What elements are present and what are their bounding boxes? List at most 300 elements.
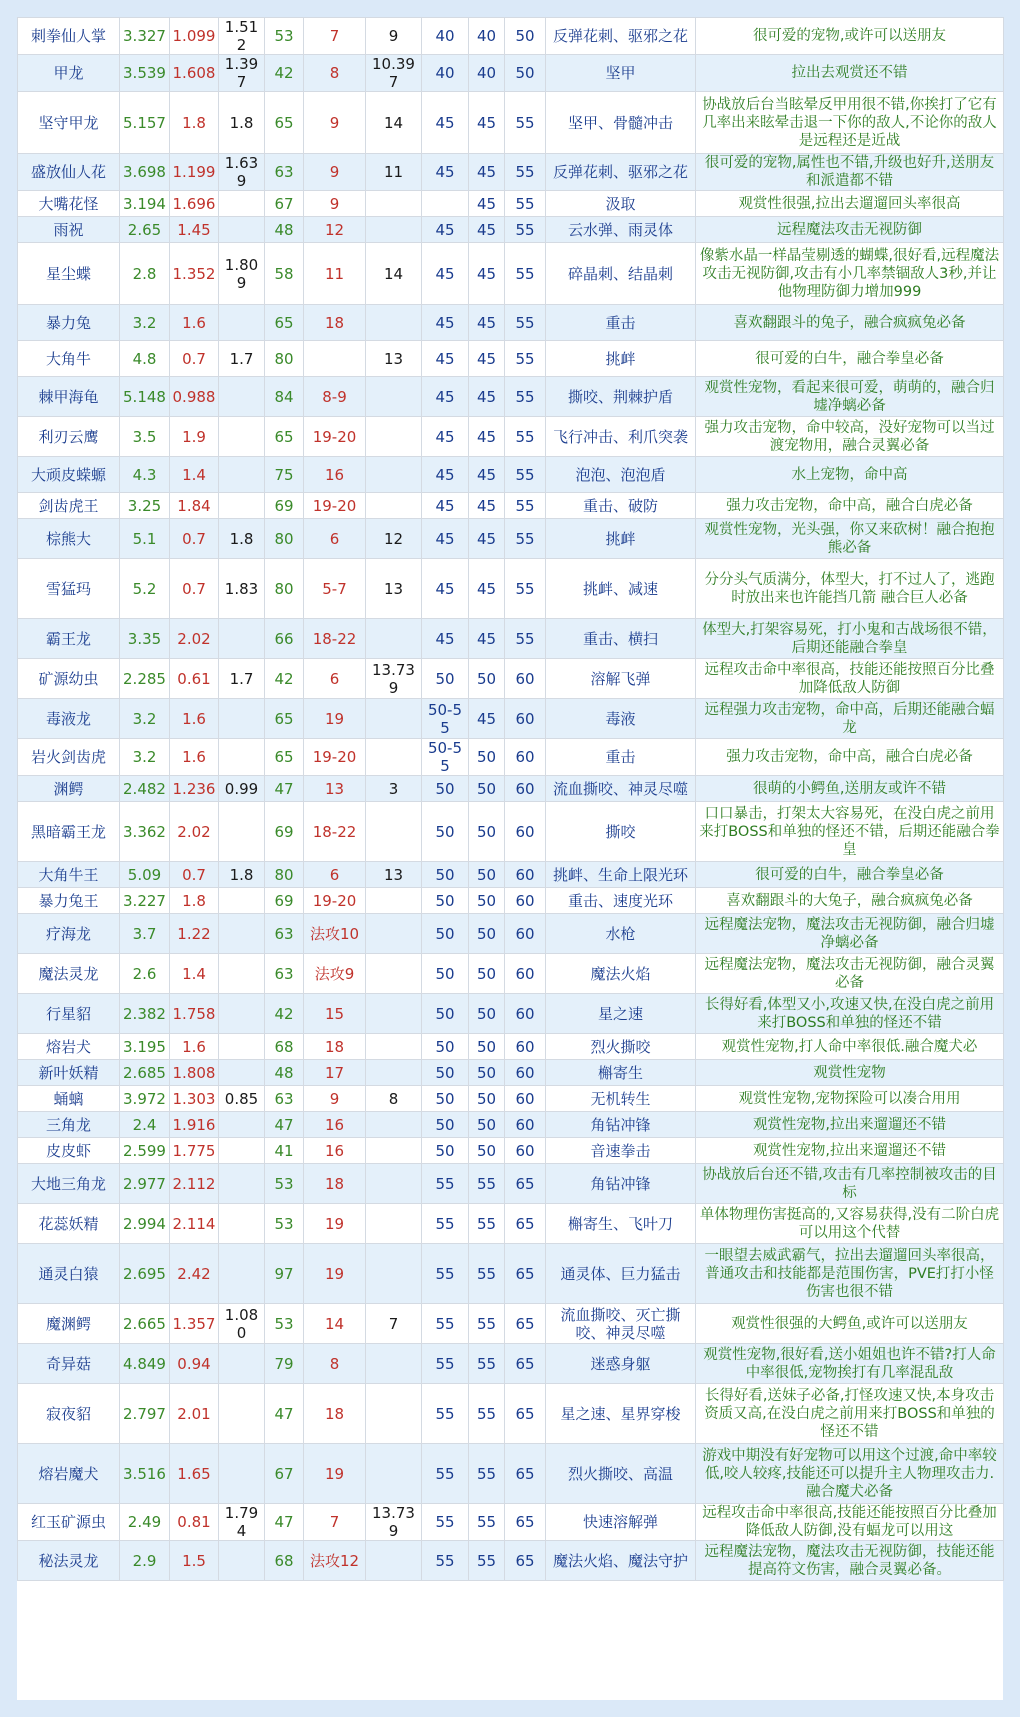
skill-cell: 飞行冲击、利爪突袭	[546, 417, 696, 457]
stat-d-cell: 63	[265, 1086, 304, 1112]
stat-f-cell	[366, 1344, 422, 1384]
pet-table-body	[18, 18, 1004, 1581]
stat-f-cell: 13	[366, 862, 422, 888]
stat-b-cell: 0.7	[170, 862, 219, 888]
level-a-cell: 55	[422, 1164, 469, 1204]
level-a-cell: 55	[422, 1444, 469, 1504]
skill-cell: 星之速、星界穿梭	[546, 1384, 696, 1444]
stat-d-cell: 48	[265, 217, 304, 243]
stat-b-cell: 1.22	[170, 914, 219, 954]
stat-b-cell: 1.6	[170, 699, 219, 739]
skill-cell: 水枪	[546, 914, 696, 954]
level-a-cell: 55	[422, 1541, 469, 1581]
stat-d-cell: 80	[265, 862, 304, 888]
stat-a-cell: 2.994	[120, 1204, 170, 1244]
stat-c-cell	[219, 377, 265, 417]
level-c-cell: 65	[505, 1344, 546, 1384]
pet-stats-table	[17, 17, 1004, 1581]
level-c-cell: 50	[505, 55, 546, 92]
level-a-cell: 45	[422, 243, 469, 305]
stat-c-cell	[219, 914, 265, 954]
note-cell: 观赏性宠物,打人命中率很低.融合魔犬必	[696, 1034, 1004, 1060]
level-c-cell: 65	[505, 1304, 546, 1344]
table-row	[18, 888, 1004, 914]
pet-name-cell: 暴力兔	[18, 305, 120, 341]
attack-cell: 18	[304, 305, 366, 341]
level-a-cell	[422, 191, 469, 217]
level-b-cell: 50	[469, 739, 505, 776]
stat-a-cell: 3.2	[120, 739, 170, 776]
stat-b-cell: 2.42	[170, 1244, 219, 1304]
stat-d-cell: 75	[265, 457, 304, 493]
table-row	[18, 1112, 1004, 1138]
note-cell: 观赏性很强,拉出去遛遛回头率很高	[696, 191, 1004, 217]
table-row	[18, 377, 1004, 417]
stat-c-cell	[219, 699, 265, 739]
table-row	[18, 802, 1004, 862]
pet-name-cell: 大角牛	[18, 341, 120, 377]
stat-d-cell: 65	[265, 305, 304, 341]
pet-name-cell: 秘法灵龙	[18, 1541, 120, 1581]
table-row	[18, 954, 1004, 994]
stat-a-cell: 2.49	[120, 1504, 170, 1541]
skill-cell: 角钻冲锋	[546, 1112, 696, 1138]
stat-a-cell: 3.35	[120, 619, 170, 659]
note-cell: 拉出去观赏还不错	[696, 55, 1004, 92]
table-row	[18, 305, 1004, 341]
stat-c-cell	[219, 1034, 265, 1060]
stat-d-cell: 66	[265, 619, 304, 659]
stat-c-cell	[219, 417, 265, 457]
stat-f-cell	[366, 1138, 422, 1164]
skill-cell: 魔法火焰	[546, 954, 696, 994]
level-c-cell: 60	[505, 739, 546, 776]
level-a-cell: 55	[422, 1244, 469, 1304]
note-cell: 观赏性宠物,宠物探险可以凑合用用	[696, 1086, 1004, 1112]
stat-c-cell	[219, 1112, 265, 1138]
pet-stats-sheet	[17, 17, 1003, 1700]
stat-c-cell: 1.080	[219, 1304, 265, 1344]
stat-b-cell: 1.775	[170, 1138, 219, 1164]
table-row	[18, 559, 1004, 619]
pet-name-cell: 雨祝	[18, 217, 120, 243]
note-cell: 强力攻击宠物，命中高，融合白虎必备	[696, 493, 1004, 519]
level-c-cell: 55	[505, 559, 546, 619]
stat-c-cell	[219, 1244, 265, 1304]
level-c-cell: 55	[505, 493, 546, 519]
note-cell: 协战放后台还不错,攻击有几率控制被攻击的目标	[696, 1164, 1004, 1204]
stat-b-cell: 0.81	[170, 1504, 219, 1541]
pet-name-cell: 花蕊妖精	[18, 1204, 120, 1244]
stat-b-cell: 1.608	[170, 55, 219, 92]
level-c-cell: 60	[505, 1086, 546, 1112]
note-cell: 远程攻击命中率很高，技能还能按照百分比叠加降低敌人防御	[696, 659, 1004, 699]
stat-a-cell: 2.665	[120, 1304, 170, 1344]
level-a-cell: 45	[422, 217, 469, 243]
skill-cell: 重击、速度光环	[546, 888, 696, 914]
pet-name-cell: 红玉矿源虫	[18, 1504, 120, 1541]
pet-name-cell: 寂夜貂	[18, 1384, 120, 1444]
note-cell: 远程魔法宠物，魔法攻击无视防御，融合灵翼必备	[696, 954, 1004, 994]
level-b-cell: 55	[469, 1384, 505, 1444]
stat-a-cell: 4.849	[120, 1344, 170, 1384]
skill-cell: 槲寄生、飞叶刀	[546, 1204, 696, 1244]
attack-cell: 18	[304, 1164, 366, 1204]
stat-a-cell: 4.3	[120, 457, 170, 493]
note-cell: 长得好看,体型又小,攻速又快,在没白虎之前用来打BOSS和单独的怪还不错	[696, 994, 1004, 1034]
pet-name-cell: 奇异菇	[18, 1344, 120, 1384]
stat-f-cell	[366, 914, 422, 954]
skill-cell: 烈火撕咬、高温	[546, 1444, 696, 1504]
stat-d-cell: 47	[265, 1504, 304, 1541]
level-a-cell: 55	[422, 1304, 469, 1344]
table-row	[18, 1086, 1004, 1112]
level-a-cell: 50	[422, 954, 469, 994]
pet-name-cell: 星尘蝶	[18, 243, 120, 305]
stat-b-cell: 1.8	[170, 888, 219, 914]
level-c-cell: 55	[505, 154, 546, 191]
attack-cell: 19-20	[304, 739, 366, 776]
stat-c-cell: 1.794	[219, 1504, 265, 1541]
note-cell: 很萌的小鳄鱼,送朋友或许不错	[696, 776, 1004, 802]
stat-d-cell: 47	[265, 1384, 304, 1444]
level-b-cell: 55	[469, 1164, 505, 1204]
stat-d-cell: 53	[265, 1164, 304, 1204]
level-a-cell: 40	[422, 55, 469, 92]
attack-cell: 16	[304, 1138, 366, 1164]
table-row	[18, 519, 1004, 559]
note-cell: 喜欢翻跟斗的大兔子，融合疯疯兔必备	[696, 888, 1004, 914]
stat-d-cell: 68	[265, 1541, 304, 1581]
skill-cell: 流血撕咬、神灵尽噬	[546, 776, 696, 802]
pet-name-cell: 棕熊大	[18, 519, 120, 559]
table-row	[18, 1244, 1004, 1304]
level-b-cell: 55	[469, 1204, 505, 1244]
stat-f-cell: 8	[366, 1086, 422, 1112]
stat-b-cell: 0.988	[170, 377, 219, 417]
level-a-cell: 45	[422, 341, 469, 377]
level-a-cell: 45	[422, 619, 469, 659]
attack-cell: 16	[304, 457, 366, 493]
stat-a-cell: 5.2	[120, 559, 170, 619]
stat-c-cell	[219, 994, 265, 1034]
stat-a-cell: 3.516	[120, 1444, 170, 1504]
note-cell: 很可爱的白牛，融合拳皇必备	[696, 341, 1004, 377]
stat-f-cell	[366, 493, 422, 519]
level-a-cell: 45	[422, 417, 469, 457]
note-cell: 很可爱的宠物,属性也不错,升级也好升,送朋友和派遣都不错	[696, 154, 1004, 191]
level-c-cell: 60	[505, 802, 546, 862]
skill-cell: 魔法火焰、魔法守护	[546, 1541, 696, 1581]
stat-c-cell	[219, 493, 265, 519]
stat-d-cell: 69	[265, 802, 304, 862]
stat-b-cell: 0.61	[170, 659, 219, 699]
level-b-cell: 50	[469, 802, 505, 862]
stat-f-cell: 3	[366, 776, 422, 802]
level-b-cell: 45	[469, 493, 505, 519]
note-cell: 远程强力攻击宠物，命中高，后期还能融合蝠龙	[696, 699, 1004, 739]
note-cell: 口口暴击，打架太大容易死，在没白虎之前用来打BOSS和单独的怪还不错，后期还能融合拳皇	[696, 802, 1004, 862]
skill-cell: 迷惑身躯	[546, 1344, 696, 1384]
level-a-cell: 45	[422, 559, 469, 619]
note-cell: 一眼望去威武霸气，拉出去遛遛回头率很高，普通攻击和技能都是范围伤害，PVE打打小怪伤害也很不错	[696, 1244, 1004, 1304]
stat-b-cell: 1.6	[170, 1034, 219, 1060]
stat-a-cell: 3.972	[120, 1086, 170, 1112]
stat-c-cell: 0.85	[219, 1086, 265, 1112]
stat-f-cell	[366, 802, 422, 862]
level-a-cell: 50	[422, 1086, 469, 1112]
table-row	[18, 243, 1004, 305]
note-cell: 很可爱的宠物,或许可以送朋友	[696, 18, 1004, 55]
attack-cell: 19-20	[304, 417, 366, 457]
stat-c-cell: 1.8	[219, 519, 265, 559]
pet-name-cell: 甲龙	[18, 55, 120, 92]
level-b-cell: 50	[469, 862, 505, 888]
attack-cell: 6	[304, 659, 366, 699]
note-cell: 体型大,打架容易死，打小鬼和古战场很不错，后期还能融合拳皇	[696, 619, 1004, 659]
stat-b-cell: 0.94	[170, 1344, 219, 1384]
stat-a-cell: 3.5	[120, 417, 170, 457]
table-row	[18, 1504, 1004, 1541]
attack-cell: 14	[304, 1304, 366, 1344]
stat-a-cell: 3.362	[120, 802, 170, 862]
stat-f-cell	[366, 1112, 422, 1138]
table-row	[18, 619, 1004, 659]
skill-cell: 坚甲、骨髓冲击	[546, 92, 696, 154]
stat-c-cell	[219, 619, 265, 659]
stat-f-cell	[366, 994, 422, 1034]
note-cell: 远程魔法宠物，魔法攻击无视防御，融合归墟净螭必备	[696, 914, 1004, 954]
table-row	[18, 154, 1004, 191]
table-row	[18, 914, 1004, 954]
level-c-cell: 55	[505, 243, 546, 305]
level-c-cell: 55	[505, 457, 546, 493]
level-c-cell: 65	[505, 1541, 546, 1581]
level-b-cell: 40	[469, 55, 505, 92]
stat-f-cell: 14	[366, 92, 422, 154]
stat-f-cell	[366, 417, 422, 457]
stat-c-cell: 1.397	[219, 55, 265, 92]
stat-f-cell	[366, 1204, 422, 1244]
level-b-cell: 50	[469, 1060, 505, 1086]
table-row	[18, 659, 1004, 699]
skill-cell: 云水弹、雨灵体	[546, 217, 696, 243]
stat-a-cell: 3.2	[120, 699, 170, 739]
level-a-cell: 50	[422, 862, 469, 888]
skill-cell: 快速溶解弹	[546, 1504, 696, 1541]
stat-d-cell: 80	[265, 341, 304, 377]
stat-a-cell: 2.65	[120, 217, 170, 243]
stat-a-cell: 3.327	[120, 18, 170, 55]
level-c-cell: 60	[505, 862, 546, 888]
skill-cell: 音速拳击	[546, 1138, 696, 1164]
stat-d-cell: 84	[265, 377, 304, 417]
stat-f-cell: 10.397	[366, 55, 422, 92]
level-b-cell: 50	[469, 888, 505, 914]
stat-d-cell: 48	[265, 1060, 304, 1086]
stat-c-cell	[219, 457, 265, 493]
pet-name-cell: 刺拳仙人掌	[18, 18, 120, 55]
level-b-cell: 45	[469, 699, 505, 739]
table-row	[18, 1034, 1004, 1060]
level-c-cell: 50	[505, 18, 546, 55]
level-a-cell: 55	[422, 1384, 469, 1444]
level-a-cell: 45	[422, 457, 469, 493]
note-cell: 很可爱的白牛，融合拳皇必备	[696, 862, 1004, 888]
attack-cell: 12	[304, 217, 366, 243]
table-row	[18, 1444, 1004, 1504]
pet-name-cell: 通灵白猿	[18, 1244, 120, 1304]
stat-c-cell	[219, 1060, 265, 1086]
level-b-cell: 40	[469, 18, 505, 55]
stat-a-cell: 2.9	[120, 1541, 170, 1581]
level-a-cell: 55	[422, 1504, 469, 1541]
stat-d-cell: 69	[265, 888, 304, 914]
level-a-cell: 50-55	[422, 699, 469, 739]
table-row	[18, 1384, 1004, 1444]
attack-cell: 19-20	[304, 493, 366, 519]
table-row	[18, 417, 1004, 457]
table-row	[18, 1164, 1004, 1204]
pet-name-cell: 魔法灵龙	[18, 954, 120, 994]
skill-cell: 角钻冲锋	[546, 1164, 696, 1204]
level-b-cell: 55	[469, 1244, 505, 1304]
level-b-cell: 55	[469, 1541, 505, 1581]
pet-name-cell: 矿源幼虫	[18, 659, 120, 699]
table-row	[18, 1304, 1004, 1344]
pet-name-cell: 皮皮虾	[18, 1138, 120, 1164]
stat-f-cell	[366, 1541, 422, 1581]
level-c-cell: 65	[505, 1504, 546, 1541]
stat-a-cell: 2.685	[120, 1060, 170, 1086]
level-c-cell: 60	[505, 1138, 546, 1164]
stat-f-cell	[366, 699, 422, 739]
stat-f-cell	[366, 954, 422, 994]
attack-cell: 18	[304, 1034, 366, 1060]
attack-cell: 6	[304, 519, 366, 559]
note-cell: 分分头气质满分，体型大，打不过人了，逃跑时放出来也许能挡几箭 融合巨人必备	[696, 559, 1004, 619]
pet-name-cell: 盛放仙人花	[18, 154, 120, 191]
note-cell: 观赏性很强的大鳄鱼,或许可以送朋友	[696, 1304, 1004, 1344]
level-c-cell: 55	[505, 341, 546, 377]
level-b-cell: 45	[469, 217, 505, 243]
stat-c-cell	[219, 739, 265, 776]
pet-name-cell: 棘甲海龟	[18, 377, 120, 417]
attack-cell: 9	[304, 1086, 366, 1112]
stat-f-cell: 13.739	[366, 659, 422, 699]
level-b-cell: 45	[469, 377, 505, 417]
level-b-cell: 45	[469, 243, 505, 305]
stat-a-cell: 5.157	[120, 92, 170, 154]
table-row	[18, 1344, 1004, 1384]
stat-b-cell: 0.7	[170, 559, 219, 619]
stat-a-cell: 2.977	[120, 1164, 170, 1204]
stat-d-cell: 53	[265, 18, 304, 55]
level-b-cell: 45	[469, 559, 505, 619]
skill-cell: 流血撕咬、灭亡撕咬、神灵尽噬	[546, 1304, 696, 1344]
note-cell: 远程魔法宠物，魔法攻击无视防御，技能还能提高符文伤害，融合灵翼必备。	[696, 1541, 1004, 1581]
level-b-cell: 50	[469, 776, 505, 802]
pet-name-cell: 疗海龙	[18, 914, 120, 954]
stat-d-cell: 53	[265, 1204, 304, 1244]
stat-f-cell	[366, 1164, 422, 1204]
level-c-cell: 55	[505, 217, 546, 243]
stat-f-cell: 7	[366, 1304, 422, 1344]
level-c-cell: 65	[505, 1164, 546, 1204]
pet-name-cell: 三角龙	[18, 1112, 120, 1138]
skill-cell: 坚甲	[546, 55, 696, 92]
table-row	[18, 739, 1004, 776]
skill-cell: 重击	[546, 739, 696, 776]
attack-cell: 15	[304, 994, 366, 1034]
stat-b-cell: 1.6	[170, 739, 219, 776]
stat-d-cell: 53	[265, 1304, 304, 1344]
attack-cell: 19-20	[304, 888, 366, 914]
level-a-cell: 50	[422, 802, 469, 862]
table-row	[18, 217, 1004, 243]
table-row	[18, 191, 1004, 217]
stat-d-cell: 63	[265, 154, 304, 191]
note-cell: 观赏性宠物，光头强，你又来砍树！融合抱抱熊必备	[696, 519, 1004, 559]
stat-c-cell	[219, 1344, 265, 1384]
note-cell: 远程攻击命中率很高,技能还能按照百分比叠加降低敌人防御,没有蝠龙可以用这	[696, 1504, 1004, 1541]
skill-cell: 挑衅、生命上限光环	[546, 862, 696, 888]
stat-c-cell	[219, 1138, 265, 1164]
skill-cell: 星之速	[546, 994, 696, 1034]
level-c-cell: 65	[505, 1244, 546, 1304]
stat-d-cell: 42	[265, 994, 304, 1034]
note-cell: 长得好看,送妹子必备,打怪攻速又快,本身攻击资质又高,在没白虎之前用来打BOSS和单独的怪还不错	[696, 1384, 1004, 1444]
attack-cell: 18-22	[304, 802, 366, 862]
stat-c-cell: 1.7	[219, 341, 265, 377]
stat-b-cell: 1.4	[170, 954, 219, 994]
table-row	[18, 862, 1004, 888]
skill-cell: 重击、破防	[546, 493, 696, 519]
level-b-cell: 55	[469, 1444, 505, 1504]
pet-name-cell: 雪猛玛	[18, 559, 120, 619]
skill-cell: 撕咬	[546, 802, 696, 862]
stat-b-cell: 1.84	[170, 493, 219, 519]
level-a-cell: 50	[422, 888, 469, 914]
stat-f-cell	[366, 377, 422, 417]
stat-f-cell: 11	[366, 154, 422, 191]
stat-d-cell: 67	[265, 1444, 304, 1504]
stat-a-cell: 2.4	[120, 1112, 170, 1138]
skill-cell: 通灵体、巨力猛击	[546, 1244, 696, 1304]
stat-b-cell: 1.916	[170, 1112, 219, 1138]
level-c-cell: 60	[505, 888, 546, 914]
stat-d-cell: 63	[265, 954, 304, 994]
stat-c-cell: 1.639	[219, 154, 265, 191]
skill-cell: 泡泡、泡泡盾	[546, 457, 696, 493]
level-a-cell: 50-55	[422, 739, 469, 776]
level-b-cell: 45	[469, 92, 505, 154]
skill-cell: 撕咬、荆棘护盾	[546, 377, 696, 417]
stat-a-cell: 5.1	[120, 519, 170, 559]
skill-cell: 碎晶刺、结晶刺	[546, 243, 696, 305]
skill-cell: 挑衅	[546, 341, 696, 377]
stat-b-cell: 0.7	[170, 519, 219, 559]
stat-b-cell: 1.808	[170, 1060, 219, 1086]
stat-c-cell: 1.83	[219, 559, 265, 619]
attack-cell: 19	[304, 1444, 366, 1504]
attack-cell: 19	[304, 1204, 366, 1244]
note-cell: 协战放后台当眩晕反甲用很不错,你挨打了它有几率出来眩晕击退一下你的敌人,不论你的敌人是远程还是近战	[696, 92, 1004, 154]
stat-c-cell: 1.8	[219, 92, 265, 154]
stat-d-cell: 68	[265, 1034, 304, 1060]
stat-c-cell: 0.99	[219, 776, 265, 802]
stat-b-cell: 1.5	[170, 1541, 219, 1581]
